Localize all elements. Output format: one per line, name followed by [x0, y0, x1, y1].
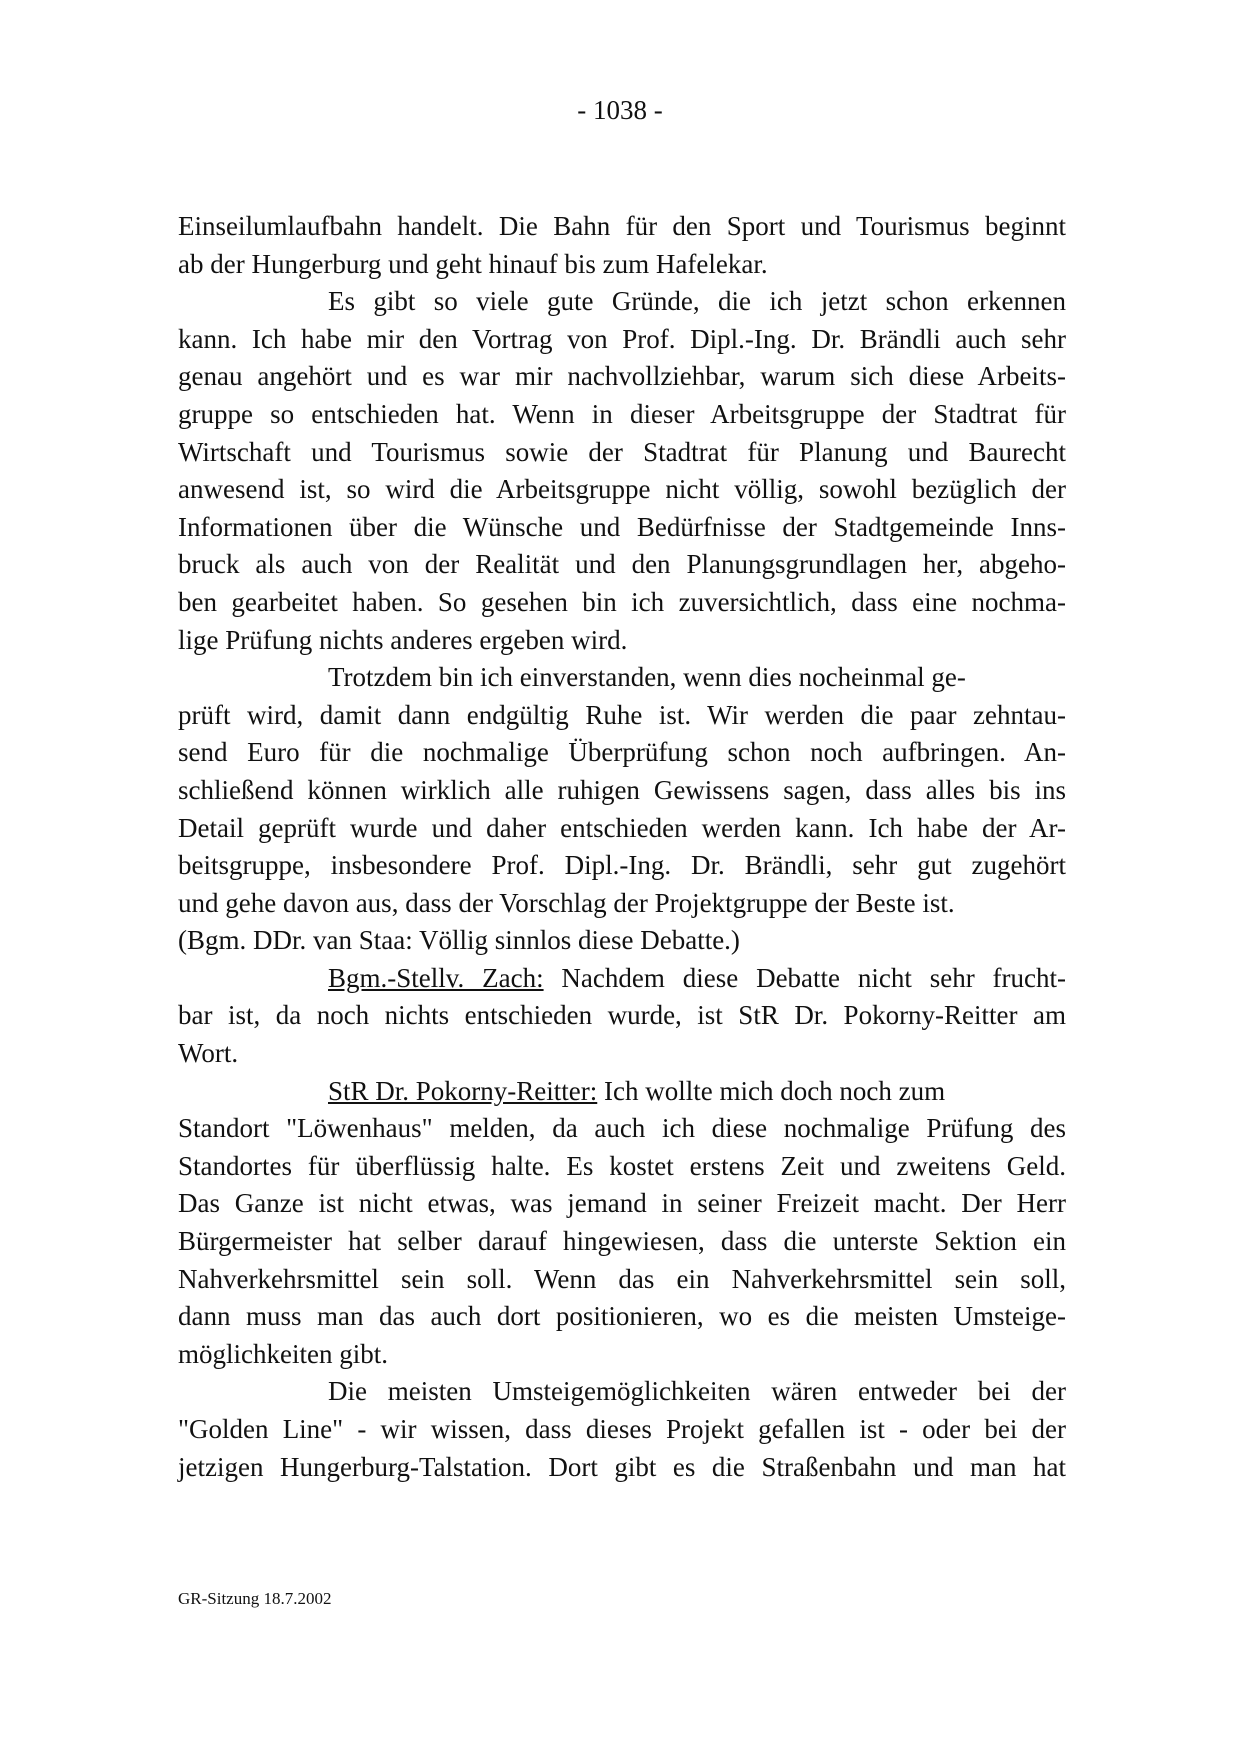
text-line: Nahverkehrsmittel sein soll. Wenn das ein Nahverkehrsmittel sein soll,	[178, 1263, 1066, 1294]
text-line: genau angehört und es war mir nachvollziehbar, warum sich diese Arbeits-	[178, 361, 1066, 392]
text-line: ben gearbeitet haben. So gesehen bin ich zuversichtlich, dass eine nochma-	[178, 586, 1066, 617]
footer: GR-Sitzung 18.7.2002	[178, 1589, 332, 1608]
speaker-name: Bgm.-Stellv. Zach:	[328, 962, 544, 993]
text-line: Es gibt so viele gute Gründe, die ich jetzt schon erkennen	[328, 286, 1066, 317]
text-line: Das Ganze ist nicht etwas, was jemand in seiner Freizeit macht. Der Herr	[178, 1188, 1066, 1219]
text-line: Trotzdem bin ich einverstanden, wenn dies nocheinmal ge-	[328, 662, 966, 693]
text-line: beitsgruppe, insbesondere Prof. Dipl.-Ing. Dr. Brändli, sehr gut zugehört	[178, 850, 1066, 881]
text-line: Standort "Löwenhaus" melden, da auch ich diese nochmalige Prüfung des	[178, 1113, 1066, 1144]
text-line: send Euro für die nochmalige Überprüfung schon noch aufbringen. An-	[178, 737, 1066, 768]
text-line: kann. Ich habe mir den Vortrag von Prof. Dipl.-Ing. Dr. Brändli auch sehr	[178, 323, 1066, 354]
text-line: Informationen über die Wünsche und Bedürfnisse der Stadtgemeinde Inns-	[178, 511, 1066, 542]
text-line: Wort.	[178, 1038, 239, 1069]
text-line: schließend können wirklich alle ruhigen Gewissens sagen, dass alles bis ins	[178, 774, 1066, 805]
speaker-line	[178, 960, 1066, 998]
text-line: prüft wird, damit dann endgültig Ruhe ist. Wir werden die paar zehntau-	[178, 699, 1066, 730]
document-body	[178, 208, 1066, 1486]
text-line: dann muss man das auch dort positionieren, wo es die meisten Umsteige-	[178, 1301, 1066, 1332]
text-line: jetzigen Hungerburg-Talstation. Dort gibt es die Straßenbahn und man hat	[178, 1451, 1066, 1482]
speaker-text: Nachdem diese Debatte nicht sehr frucht-	[543, 962, 1067, 993]
text-line: Standortes für überflüssig halte. Es kostet erstens Zeit und zweitens Geld.	[178, 1150, 1066, 1181]
text-line: Einseilumlaufbahn handelt. Die Bahn für den Sport und Tourismus beginnt	[178, 211, 1066, 241]
speaker-line	[178, 1073, 1066, 1111]
page-number: - 1038 -	[577, 95, 663, 125]
text-line: möglichkeiten gibt.	[178, 1338, 388, 1369]
text-line: bar ist, da noch nichts entschieden wurde, ist StR Dr. Pokorny-Reitter am	[178, 1000, 1066, 1031]
text-line: gruppe so entschieden hat. Wenn in dieser Arbeitsgruppe der Stadtrat für	[178, 398, 1066, 429]
text-line: lige Prüfung nichts anderes ergeben wird.	[178, 624, 628, 655]
text-line: und gehe davon aus, dass der Vorschlag der Projektgruppe der Beste ist.	[178, 887, 955, 918]
text-line: Detail geprüft wurde und daher entschieden werden kann. Ich habe der Ar-	[178, 812, 1066, 843]
text-line: ab der Hungerburg und geht hinauf bis zum Hafelekar.	[178, 248, 768, 279]
text-line: "Golden Line" - wir wissen, dass dieses Projekt gefallen ist - oder bei der	[178, 1414, 1066, 1444]
speaker-text: Ich wollte mich doch noch zum	[597, 1075, 946, 1106]
interjection-line: (Bgm. DDr. van Staa: Völlig sinnlos diese Debatte.)	[178, 925, 740, 956]
speaker-name: StR Dr. Pokorny-Reitter:	[328, 1075, 598, 1106]
text-line: Wirtschaft und Tourismus sowie der Stadtrat für Planung und Baurecht	[178, 436, 1066, 467]
text-line: Die meisten Umsteigemöglichkeiten wären entweder bei der	[328, 1376, 1066, 1407]
text-line: anwesend ist, so wird die Arbeitsgruppe nicht völlig, sowohl bezüglich der	[178, 474, 1066, 505]
text-line: bruck als auch von der Realität und den Planungsgrundlagen her, abgeho-	[178, 549, 1066, 580]
text-line: Bürgermeister hat selber darauf hingewiesen, dass die unterste Sektion ein	[178, 1226, 1066, 1257]
